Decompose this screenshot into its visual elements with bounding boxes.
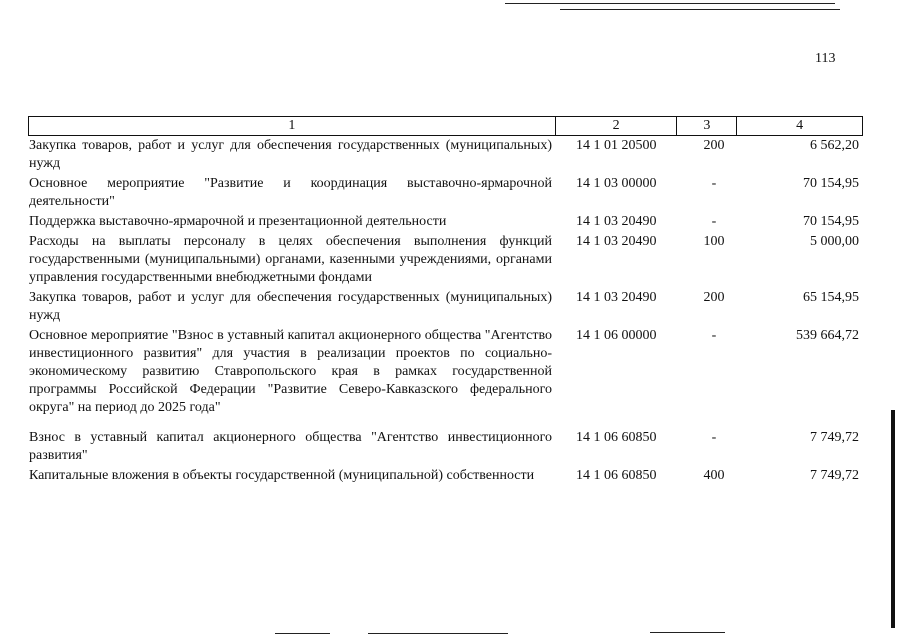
table-row (28, 289, 863, 325)
row-type: - (711, 328, 717, 343)
column-header: 2 (556, 117, 678, 135)
table-row (28, 175, 863, 211)
row-amount: 5 000,00 (810, 234, 859, 249)
column-header: 4 (796, 118, 804, 133)
column-header: 3 (677, 117, 737, 135)
row-type: 100 (703, 234, 725, 249)
scan-artifact-top (505, 3, 835, 4)
page-number: 113 (815, 51, 836, 66)
column-header: 1 (29, 117, 556, 135)
row-type: - (711, 214, 717, 229)
row-code: 14 1 03 20490 (576, 290, 657, 305)
row-name: Поддержка выставочно-ярмарочной и презентационной деятельности (29, 214, 447, 229)
row-code: 14 1 03 00000 (576, 176, 657, 191)
scan-artifact-bottom (650, 632, 725, 633)
row-name: Капитальные вложения в объекты государственной (муниципальной) собственности (29, 468, 535, 483)
row-amount: 7 749,72 (810, 430, 859, 445)
row-type: 200 (703, 138, 725, 153)
table-header (28, 116, 863, 136)
row-amount: 6 562,20 (810, 138, 859, 153)
row-type: 200 (703, 290, 725, 305)
row-amount: 539 664,72 (796, 328, 859, 343)
row-name: Взнос в уставный капитал акционерного общества "Агентство инвестиционного развития" (29, 430, 552, 463)
row-amount: 70 154,95 (803, 214, 859, 229)
row-amount: 70 154,95 (803, 176, 859, 191)
table-row (28, 429, 863, 465)
row-type: - (711, 176, 717, 191)
table-row (28, 233, 863, 287)
row-code: 14 1 06 00000 (576, 328, 657, 343)
row-name: Основное мероприятие "Взнос в уставный капитал акционерного общества "Агентство инвестиционного развития" для участия в реализации проектов по социально-экономическому развитию Ставропольского края в рамках государственной программы Российской Федерации "Развитие Северо-Кавказского федерального округа" на период до 2025 года" (29, 328, 552, 415)
row-type: - (711, 430, 717, 445)
table-row (28, 327, 863, 417)
row-code: 14 1 06 60850 (576, 430, 657, 445)
table-row (28, 467, 863, 485)
budget-table (28, 116, 863, 485)
row-amount: 65 154,95 (803, 290, 859, 305)
row-amount: 7 749,72 (810, 468, 859, 483)
scan-artifact-bottom (275, 633, 330, 634)
row-code: 14 1 03 20490 (576, 214, 657, 229)
row-code: 14 1 06 60850 (576, 468, 657, 483)
scan-artifact-bottom (368, 633, 508, 634)
table-row (28, 137, 863, 173)
row-name: Закупка товаров, работ и услуг для обеспечения государственных (муниципальных) нужд (29, 290, 552, 323)
row-name: Закупка товаров, работ и услуг для обеспечения государственных (муниципальных) нужд (29, 138, 552, 171)
row-type: 400 (703, 468, 725, 483)
row-code: 14 1 03 20490 (576, 234, 657, 249)
table-row (28, 213, 863, 231)
row-code: 14 1 01 20500 (576, 138, 657, 153)
row-name: Основное мероприятие "Развитие и координация выставочно-ярмарочной деятельности" (29, 176, 552, 209)
scan-edge-bar (891, 410, 895, 628)
scan-artifact-top (560, 9, 840, 10)
row-name: Расходы на выплаты персоналу в целях обеспечения выполнения функций государственными (муниципальными) органами, казенными учреждениями, органами управления государственными внебюджетными фондами (29, 234, 552, 285)
